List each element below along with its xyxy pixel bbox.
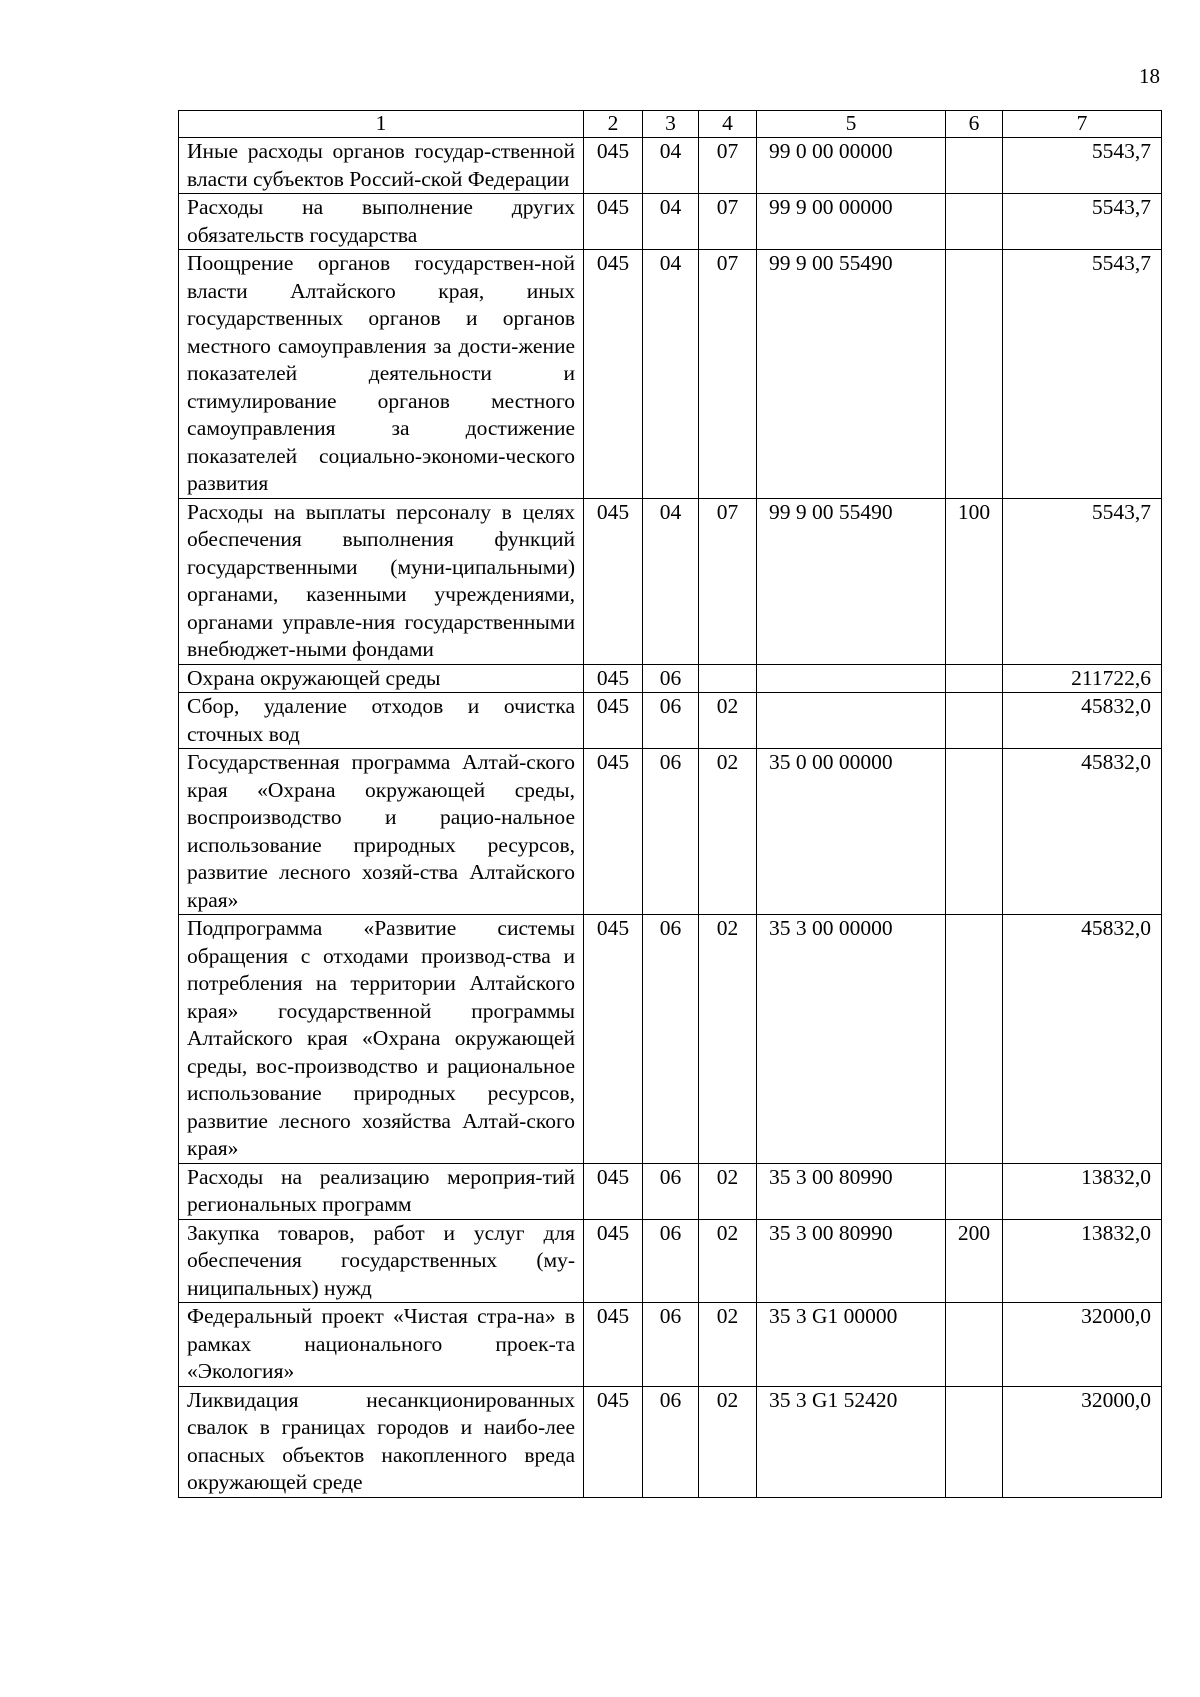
ministry-code-cell: 045 — [584, 693, 643, 749]
target-item-cell: 35 3 00 00000 — [757, 915, 946, 1164]
section-code-cell: 06 — [643, 1219, 699, 1303]
section-code-cell: 04 — [643, 194, 699, 250]
ministry-code-cell: 045 — [584, 138, 643, 194]
expense-name-cell: Охрана окружающей среды — [179, 664, 584, 693]
section-code-cell: 06 — [643, 1163, 699, 1219]
ministry-code-cell: 045 — [584, 1386, 643, 1497]
amount-cell: 13832,0 — [1003, 1219, 1162, 1303]
target-item-cell: 35 3 G1 00000 — [757, 1303, 946, 1387]
expense-type-cell — [946, 749, 1003, 915]
amount-cell: 45832,0 — [1003, 915, 1162, 1164]
table-row — [179, 1163, 1162, 1219]
expense-type-cell — [946, 1303, 1003, 1387]
section-code-cell: 04 — [643, 498, 699, 664]
ministry-code-cell: 045 — [584, 498, 643, 664]
section-code-cell: 06 — [643, 1386, 699, 1497]
subsection-code-cell — [699, 664, 757, 693]
ministry-code-cell: 045 — [584, 194, 643, 250]
ministry-code-cell: 045 — [584, 1219, 643, 1303]
target-item-cell: 35 0 00 00000 — [757, 749, 946, 915]
amount-cell: 211722,6 — [1003, 664, 1162, 693]
amount-cell: 32000,0 — [1003, 1303, 1162, 1387]
expense-type-cell — [946, 194, 1003, 250]
table-row — [179, 250, 1162, 499]
target-item-cell: 35 3 00 80990 — [757, 1219, 946, 1303]
amount-cell: 45832,0 — [1003, 749, 1162, 915]
target-item-cell: 99 0 00 00000 — [757, 138, 946, 194]
expense-type-cell — [946, 138, 1003, 194]
table-row — [179, 693, 1162, 749]
budget-table — [178, 110, 1162, 1498]
ministry-code-cell: 045 — [584, 250, 643, 499]
ministry-code-cell: 045 — [584, 664, 643, 693]
table-row — [179, 1303, 1162, 1387]
subsection-code-cell: 07 — [699, 498, 757, 664]
expense-type-cell — [946, 1163, 1003, 1219]
expense-name-cell: Расходы на реализацию мероприя-тий региональных программ — [179, 1163, 584, 1219]
section-code-cell: 04 — [643, 138, 699, 194]
section-code-cell: 06 — [643, 1303, 699, 1387]
table-row — [179, 194, 1162, 250]
target-item-cell: 99 9 00 55490 — [757, 498, 946, 664]
header-cell-7: 7 — [1003, 111, 1162, 138]
header-cell-6: 6 — [946, 111, 1003, 138]
subsection-code-cell: 02 — [699, 1303, 757, 1387]
subsection-code-cell: 07 — [699, 194, 757, 250]
amount-cell: 5543,7 — [1003, 250, 1162, 499]
table-body — [179, 138, 1162, 1498]
subsection-code-cell: 02 — [699, 1219, 757, 1303]
amount-cell: 32000,0 — [1003, 1386, 1162, 1497]
header-row — [179, 111, 1162, 138]
ministry-code-cell: 045 — [584, 749, 643, 915]
expense-name-cell: Сбор, удаление отходов и очистка сточных вод — [179, 693, 584, 749]
section-code-cell: 06 — [643, 915, 699, 1164]
section-code-cell: 06 — [643, 749, 699, 915]
table-row — [179, 915, 1162, 1164]
expense-name-cell: Расходы на выплаты персоналу в целях обеспечения выполнения функций государственными (муни-ципальными) органами, казенными учреждениями, органами управле-ния государственными внебюджет-ными фондами — [179, 498, 584, 664]
expense-type-cell — [946, 1386, 1003, 1497]
target-item-cell — [757, 693, 946, 749]
section-code-cell: 06 — [643, 693, 699, 749]
target-item-cell: 35 3 G1 52420 — [757, 1386, 946, 1497]
subsection-code-cell: 07 — [699, 250, 757, 499]
subsection-code-cell: 02 — [699, 749, 757, 915]
target-item-cell — [757, 664, 946, 693]
amount-cell: 5543,7 — [1003, 498, 1162, 664]
expense-type-cell — [946, 250, 1003, 499]
target-item-cell: 99 9 00 00000 — [757, 194, 946, 250]
amount-cell: 5543,7 — [1003, 138, 1162, 194]
expense-type-cell: 200 — [946, 1219, 1003, 1303]
expense-name-cell: Закупка товаров, работ и услуг для обеспечения государственных (му-ниципальных) нужд — [179, 1219, 584, 1303]
amount-cell: 5543,7 — [1003, 194, 1162, 250]
expense-name-cell: Федеральный проект «Чистая стра-на» в рамках национального проек-та «Экология» — [179, 1303, 584, 1387]
subsection-code-cell: 02 — [699, 1386, 757, 1497]
expense-type-cell — [946, 915, 1003, 1164]
header-cell-5: 5 — [757, 111, 946, 138]
expense-name-cell: Ликвидация несанкционированных свалок в границах городов и наибо-лее опасных объектов накопленного вреда окружающей среде — [179, 1386, 584, 1497]
section-code-cell: 06 — [643, 664, 699, 693]
table-row — [179, 498, 1162, 664]
expense-type-cell — [946, 664, 1003, 693]
subsection-code-cell: 07 — [699, 138, 757, 194]
expense-type-cell: 100 — [946, 498, 1003, 664]
page-number: 18 — [1139, 64, 1160, 88]
header-cell-4: 4 — [699, 111, 757, 138]
amount-cell: 45832,0 — [1003, 693, 1162, 749]
subsection-code-cell: 02 — [699, 915, 757, 1164]
table-row — [179, 138, 1162, 194]
expense-name-cell: Поощрение органов государствен-ной власти Алтайского края, иных государственных органов и органов местного самоуправления за дости-жение показателей деятельности и стимулирование органов местного самоуправления за достижение показателей социально-экономи-ческого развития — [179, 250, 584, 499]
subsection-code-cell: 02 — [699, 693, 757, 749]
target-item-cell: 35 3 00 80990 — [757, 1163, 946, 1219]
table-row — [179, 1219, 1162, 1303]
table-row — [179, 749, 1162, 915]
expense-name-cell: Иные расходы органов государ-ственной власти субъектов Россий-ской Федерации — [179, 138, 584, 194]
table-row — [179, 664, 1162, 693]
expense-name-cell: Подпрограмма «Развитие системы обращения с отходами производ-ства и потребления на территории Алтайского края» государственной программы Алтайского края «Охрана окружающей среды, вос-производство и рациональное использование природных ресурсов, развитие лесного хозяйства Алтай-ского края» — [179, 915, 584, 1164]
target-item-cell: 99 9 00 55490 — [757, 250, 946, 499]
subsection-code-cell: 02 — [699, 1163, 757, 1219]
header-cell-2: 2 — [584, 111, 643, 138]
ministry-code-cell: 045 — [584, 1163, 643, 1219]
expense-name-cell: Расходы на выполнение других обязательств государства — [179, 194, 584, 250]
section-code-cell: 04 — [643, 250, 699, 499]
header-cell-1: 1 — [179, 111, 584, 138]
ministry-code-cell: 045 — [584, 1303, 643, 1387]
amount-cell: 13832,0 — [1003, 1163, 1162, 1219]
ministry-code-cell: 045 — [584, 915, 643, 1164]
expense-name-cell: Государственная программа Алтай-ского края «Охрана окружающей среды, воспроизводство и рацио-нальное использование природных ресурсов, развитие лесного хозяй-ства Алтайского края» — [179, 749, 584, 915]
table-row — [179, 1386, 1162, 1497]
expense-type-cell — [946, 693, 1003, 749]
header-cell-3: 3 — [643, 111, 699, 138]
